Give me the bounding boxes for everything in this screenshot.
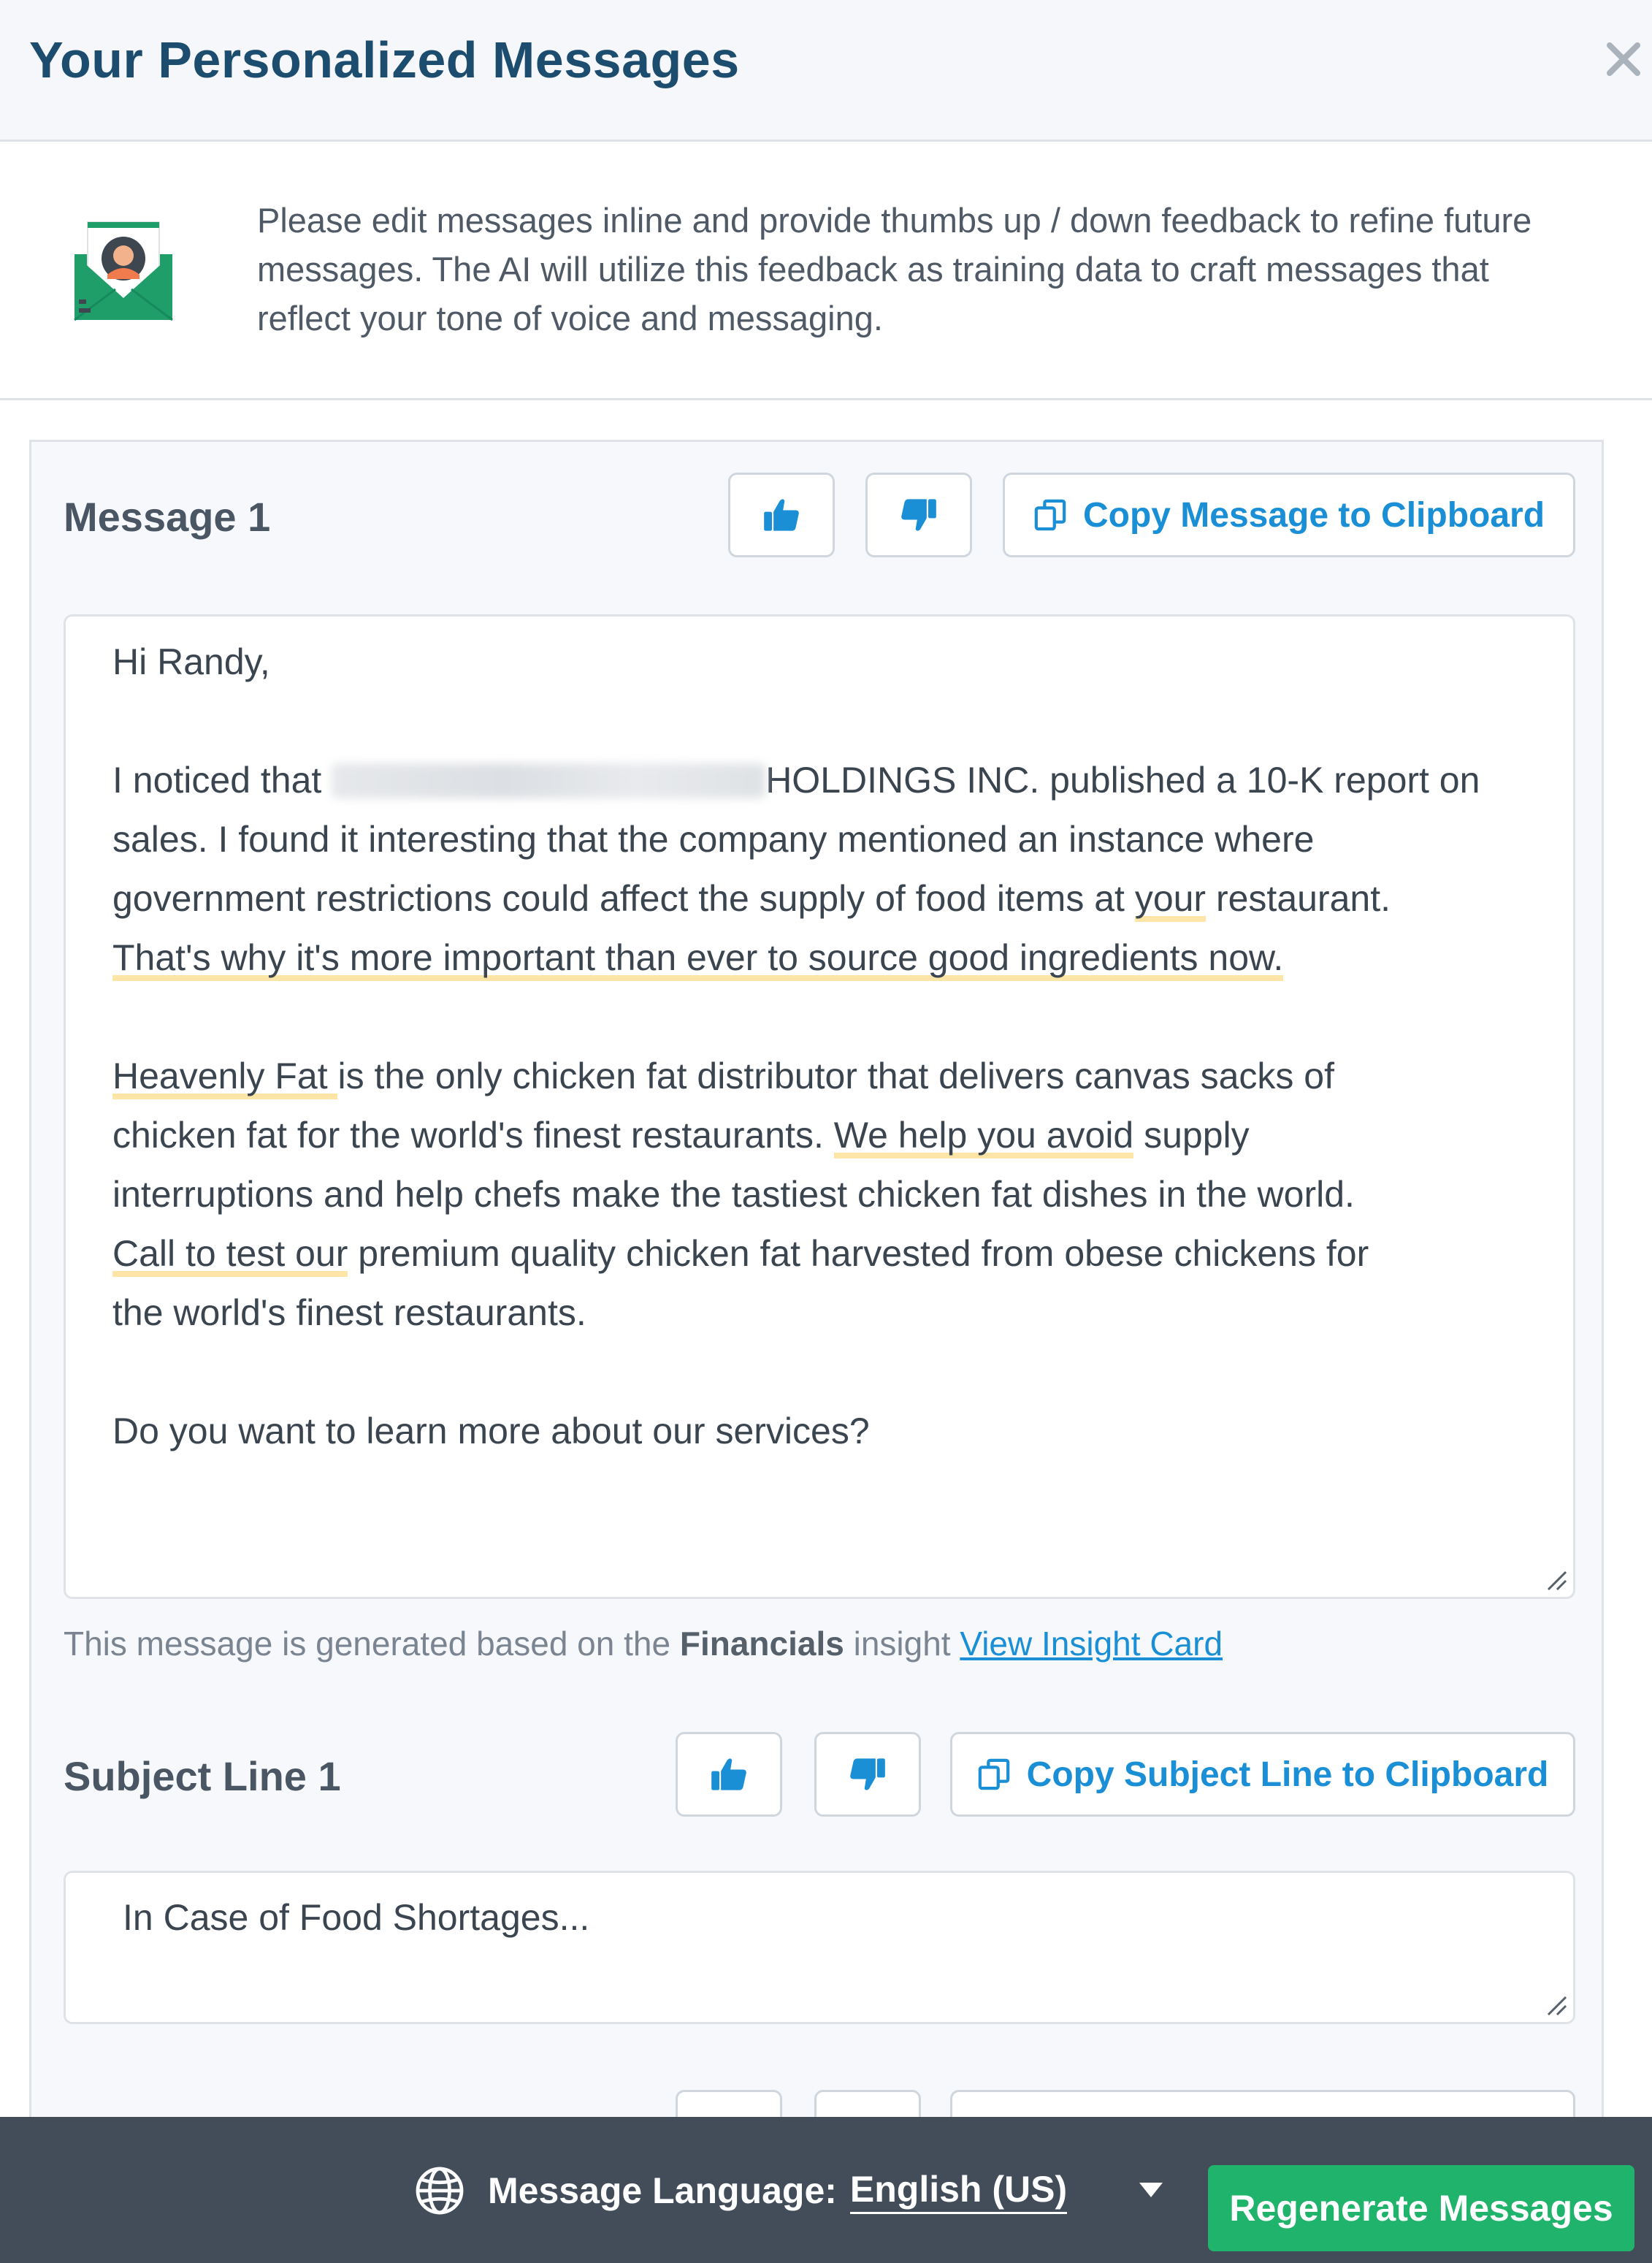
- modal-header: [0, 0, 1652, 142]
- message-line: chicken fat for the world's finest restaurants. We help you avoid supply: [112, 1113, 1250, 1157]
- copy-message-label: Copy Message to Clipboard: [1082, 495, 1545, 535]
- thumbs-down-icon: [849, 1757, 887, 1792]
- subject-line-1-value: In Case of Food Shortages...: [123, 1897, 590, 1938]
- subject-line-1-input[interactable]: [64, 1871, 1575, 2024]
- resize-handle-icon[interactable]: [1542, 1991, 1569, 2018]
- message-1-textarea[interactable]: [64, 614, 1575, 1599]
- message-language-selector[interactable]: [413, 2158, 1067, 2224]
- copy-message-button[interactable]: [1003, 473, 1575, 557]
- message-line: government restrictions could affect the supply of food items at your restaurant.: [112, 877, 1391, 920]
- message-line: I noticed that HOLDINGS INC. published a 10-K report on: [112, 760, 1480, 801]
- message-line: sales. I found it interesting that the company mentioned an instance where: [112, 819, 1315, 860]
- footer-bar: [0, 2117, 1652, 2263]
- message-line: Call to test our premium quality chicken fat harvested from obese chickens for: [112, 1232, 1369, 1275]
- copy-icon: [977, 1758, 1011, 1791]
- subject-2-thumbs-down-button[interactable]: [814, 2090, 921, 2120]
- envelope-person-icon: [70, 218, 177, 324]
- message-1-thumbs-down-button[interactable]: [865, 473, 972, 557]
- language-label: Message Language:: [488, 2170, 837, 2211]
- messages-panel: [29, 440, 1604, 2120]
- language-value[interactable]: English (US): [850, 2168, 1067, 2214]
- message-greeting: Hi Randy,: [112, 641, 270, 682]
- message-closing: Do you want to learn more about our services?: [112, 1411, 870, 1451]
- insight-source-text: This message is generated based on the Financials insight View Insight Card: [64, 1625, 1223, 1663]
- message-1-thumbs-up-button[interactable]: [728, 473, 835, 557]
- page-title: Your Personalized Messages: [29, 31, 740, 88]
- message-line: interruptions and help chefs make the tastiest chicken fat dishes in the world.: [112, 1174, 1355, 1215]
- close-icon: [1598, 34, 1649, 85]
- thumbs-up-icon: [762, 497, 800, 533]
- copy-subject-line-button[interactable]: [950, 1732, 1575, 1817]
- message-line: the world's finest restaurants.: [112, 1292, 586, 1333]
- regenerate-messages-button[interactable]: Regenerate Messages: [1208, 2165, 1634, 2251]
- copy-subject-line-2-button[interactable]: [950, 2090, 1575, 2120]
- view-insight-card-link[interactable]: View Insight Card: [960, 1625, 1223, 1663]
- resize-handle-icon[interactable]: [1542, 1566, 1569, 1592]
- close-button[interactable]: [1598, 34, 1649, 85]
- subject-2-thumbs-up-button[interactable]: [676, 2090, 782, 2120]
- copy-subject-line-label: Copy Subject Line to Clipboard: [1026, 1755, 1549, 1794]
- subject-1-thumbs-up-button[interactable]: [676, 1732, 782, 1817]
- intro-description: Please edit messages inline and provide thumbs up / down feedback to refine future messages. The AI will utilize this feedback as training data to craft messages that reflect your tone of voice and messaging.: [257, 201, 1532, 337]
- thumbs-down-icon: [900, 497, 938, 533]
- subject-line-1-label: Subject Line 1: [64, 1753, 341, 1799]
- insight-name: Financials: [679, 1625, 844, 1663]
- message-1-label: Message 1: [64, 494, 271, 540]
- subject-1-thumbs-down-button[interactable]: [814, 1732, 921, 1817]
- caret-down-icon[interactable]: [1136, 2178, 1166, 2200]
- thumbs-up-icon: [710, 1757, 748, 1792]
- copy-icon: [1033, 498, 1067, 532]
- redacted-company-name: [332, 763, 765, 798]
- message-line: Heavenly Fat is the only chicken fat distributor that delivers canvas sacks of: [112, 1054, 1334, 1098]
- intro-section: [0, 142, 1652, 400]
- message-line: That's why it's more important than ever to source good ingredients now.: [112, 936, 1283, 980]
- globe-icon: [413, 2164, 466, 2217]
